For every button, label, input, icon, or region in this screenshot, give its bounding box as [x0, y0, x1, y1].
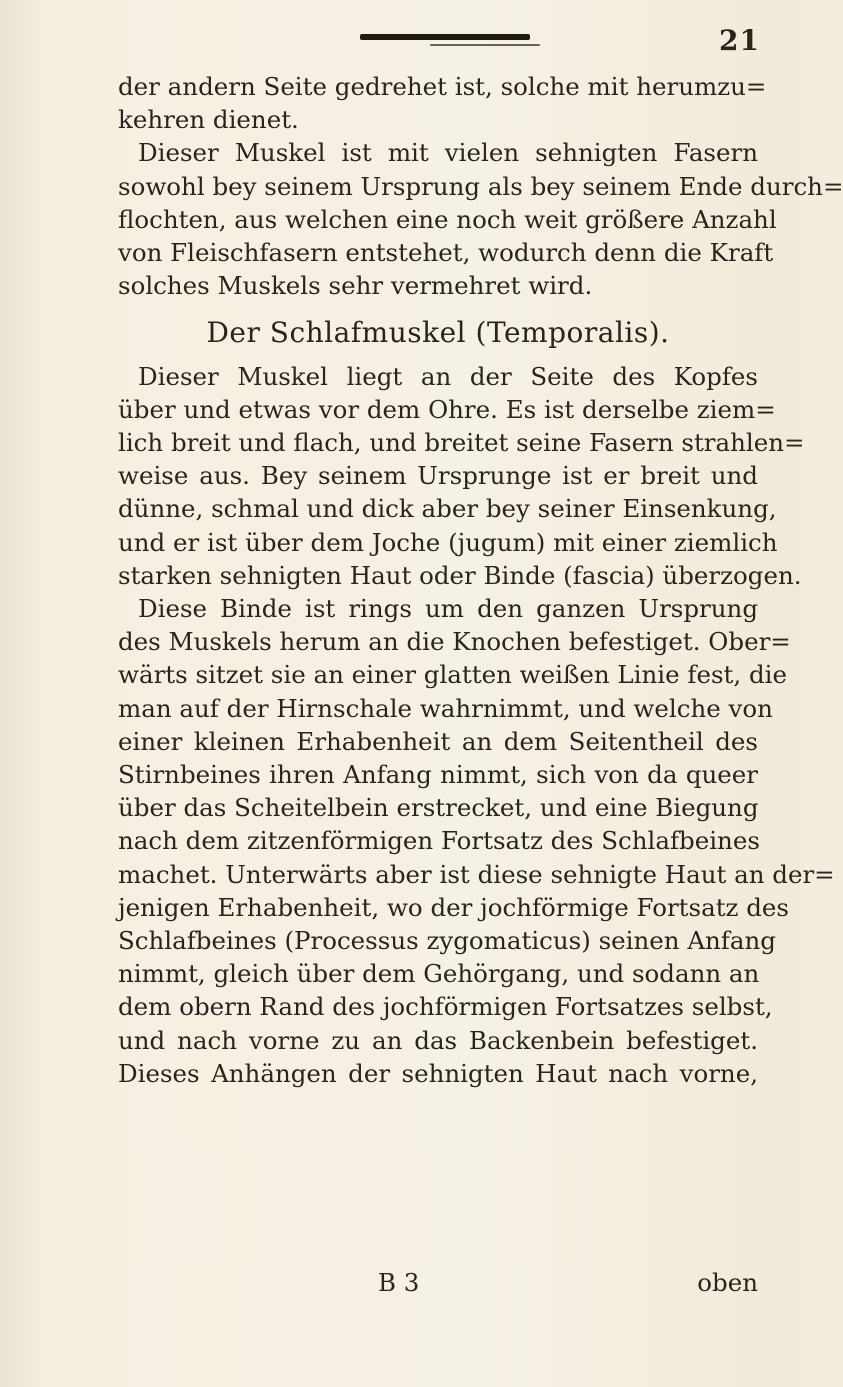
text-line: nach dem zitzenförmigen Fortsatz des Schlafbeines	[118, 826, 760, 856]
text-line: wärts sitzet sie an einer glatten weißen Linie fest, die	[118, 660, 787, 690]
text-line: einer kleinen Erhabenheit an dem Seitentheil des	[118, 726, 758, 756]
text-line: weise aus. Bey seinem Ursprunge ist er breit und	[118, 461, 758, 491]
text-line: des Muskels herum an die Knochen befestiget. Ober=	[118, 627, 791, 657]
text-line: und nach vorne zu an das Backenbein befestiget.	[118, 1025, 758, 1055]
paragraph-3	[118, 360, 805, 592]
text-line: sowohl bey seinem Ursprung als bey seinem Ende durch=	[118, 171, 843, 201]
text-line: solches Muskels sehr vermehret wird.	[118, 271, 593, 301]
text-line: über das Scheitelbein erstrecket, und eine Biegung	[118, 793, 759, 823]
text-line: Stirnbeines ihren Anfang nimmt, sich von da queer	[118, 760, 758, 790]
header-rule-thin	[430, 44, 540, 46]
text-line: dem obern Rand des jochförmigen Fortsatzes selbst,	[118, 992, 773, 1022]
text-line: machet. Unterwärts aber ist diese sehnigte Haut an der=	[118, 859, 835, 889]
text-line: Dieses Anhängen der sehnigten Haut nach vorne,	[118, 1058, 758, 1088]
text-line: nimmt, gleich über dem Gehörgang, und sodann an	[118, 959, 760, 989]
text-line: Diese Binde ist rings um den ganzen Ursprung	[138, 594, 758, 624]
paragraph-1	[118, 70, 767, 136]
text-line: lich breit und flach, und breitet seine Fasern strahlen=	[118, 428, 805, 458]
paragraph-2	[118, 136, 843, 302]
text-line: flochten, aus welchen eine noch weit größere Anzahl	[118, 204, 777, 234]
header-rule	[360, 34, 530, 40]
signature-mark: B 3	[378, 1268, 420, 1297]
text-line: starken sehnigten Haut oder Binde (fascia) überzogen.	[118, 560, 802, 590]
section-heading	[118, 316, 758, 349]
text-line: Dieser Muskel liegt an der Seite des Kopfes	[138, 361, 758, 391]
catchword: oben	[697, 1268, 758, 1297]
text-line: von Fleischfasern entstehet, wodurch denn die Kraft	[118, 238, 774, 268]
text-line: über und etwas vor dem Ohre. Es ist derselbe ziem=	[118, 394, 776, 424]
page-number: 21	[719, 24, 760, 57]
text-line: kehren dienet.	[118, 105, 299, 135]
text-line: der andern Seite gedrehet ist, solche mit herumzu=	[118, 72, 767, 101]
text-line: jenigen Erhabenheit, wo der jochförmige Fortsatz des	[118, 892, 789, 922]
page-footer	[118, 1268, 758, 1302]
paragraph-4	[118, 592, 835, 1090]
text-line: Dieser Muskel ist mit vielen sehnigten Fasern	[138, 138, 758, 168]
heading-latin: (Temporalis).	[475, 316, 670, 350]
text-line: man auf der Hirnschale wahrnimmt, und welche von	[118, 693, 773, 723]
text-line: und er ist über dem Joche (jugum) mit einer ziemlich	[118, 527, 778, 557]
heading-german: Der Schlafmuskel	[206, 316, 467, 350]
body-text	[118, 70, 843, 1090]
text-line: Schlafbeines (Processus zygomaticus) seinen Anfang	[118, 926, 776, 956]
text-line: dünne, schmal und dick aber bey seiner Einsenkung,	[118, 494, 777, 524]
